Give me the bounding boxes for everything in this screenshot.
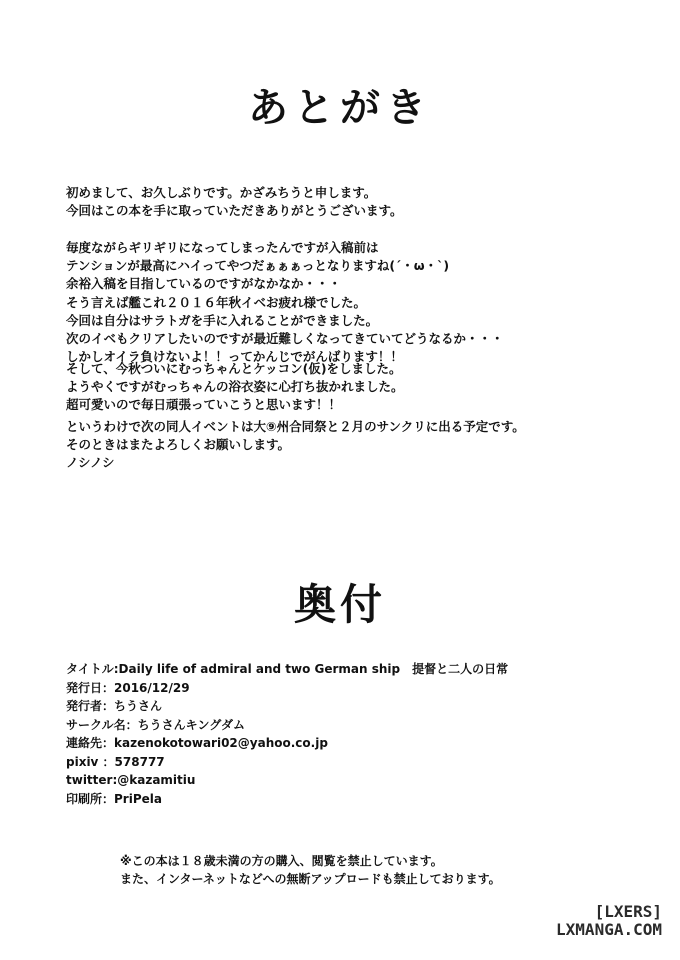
watermark-line: [LXERS] bbox=[594, 902, 662, 921]
text-line: 毎度ながらギリギリになってしまったんですが入稿前は bbox=[66, 240, 379, 255]
colophon-row-pixiv: pixiv ：578777 bbox=[66, 754, 165, 769]
text-line: 今回はこの本を手に取っていただきありがとうございます。 bbox=[66, 203, 403, 219]
colophon-title: 奥付 bbox=[293, 580, 386, 629]
watermark bbox=[556, 903, 662, 939]
colophon-row-publisher: 発行者：ちうさん bbox=[66, 699, 163, 713]
watermark-line: LXMANGA.COM bbox=[556, 920, 662, 939]
colophon-row-title: タイトル:Daily life of admiral and two German ship 提督と二人の日常 bbox=[66, 662, 509, 676]
text-line: そう言えば艦これ２０１６年秋イベお疲れ様でした。 bbox=[66, 294, 367, 310]
text-line: テンションが最高にハイってやつだぁぁぁっとなりますね(´・ω・`) bbox=[66, 258, 450, 274]
age-notice bbox=[120, 852, 600, 888]
afterword-paragraph bbox=[66, 360, 626, 415]
colophon-list bbox=[66, 660, 626, 808]
text-line: そのときはまたよろしくお願いします。 bbox=[66, 437, 291, 453]
notice-line: ※この本は１８歳未満の方の購入、閲覧を禁止しています。 bbox=[120, 854, 443, 868]
colophon-row-contact: 連絡先：kazenokotowari02@yahoo.co.jp bbox=[66, 736, 328, 750]
text-line: ようやくですがむっちゃんの浴衣姿に心打ち抜かれました。 bbox=[66, 379, 404, 395]
colophon-row-date: 発行日：2016/12/29 bbox=[66, 680, 190, 695]
colophon-row-circle: サークル名：ちうさんキングダム bbox=[66, 717, 246, 732]
text-line: 超可愛いので毎日頑張っていこうと思います！！ bbox=[66, 397, 342, 413]
text-line: 今回は自分はサラトガを手に入れることができました。 bbox=[66, 312, 379, 328]
text-line: 次のイベもクリアしたいのですが最近難しくなってきていてどうなるか・・・ bbox=[66, 330, 504, 346]
text-line: しかしオイラ負けないよ！！ってかんじでがんばります！！ bbox=[66, 349, 403, 365]
text-line: そして、今秋ついにむっちゃんとケッコン(仮)をしました。 bbox=[66, 361, 402, 376]
afterword-paragraph bbox=[66, 184, 626, 220]
colophon-row-twitter: twitter:@kazamitiu bbox=[66, 773, 196, 787]
notice-line: また、インターネットなどへの無断アップロードも禁止しております。 bbox=[120, 872, 501, 886]
afterword-title: あとがき bbox=[248, 84, 432, 131]
afterword-paragraph bbox=[66, 239, 626, 366]
text-line: 初めまして、お久しぶりです。かざみちうと申します。 bbox=[66, 185, 377, 200]
colophon-row-printer: 印刷所：PriPela bbox=[66, 791, 162, 806]
afterword-paragraph bbox=[66, 418, 626, 473]
text-line: ノシノシ bbox=[66, 455, 115, 471]
text-line: というわけで次の同人イベントは大⑨州合同祭と２月のサンクリに出る予定です。 bbox=[66, 419, 525, 434]
text-line: 余裕入稿を目指しているのですがなかなか・・・ bbox=[66, 276, 342, 292]
